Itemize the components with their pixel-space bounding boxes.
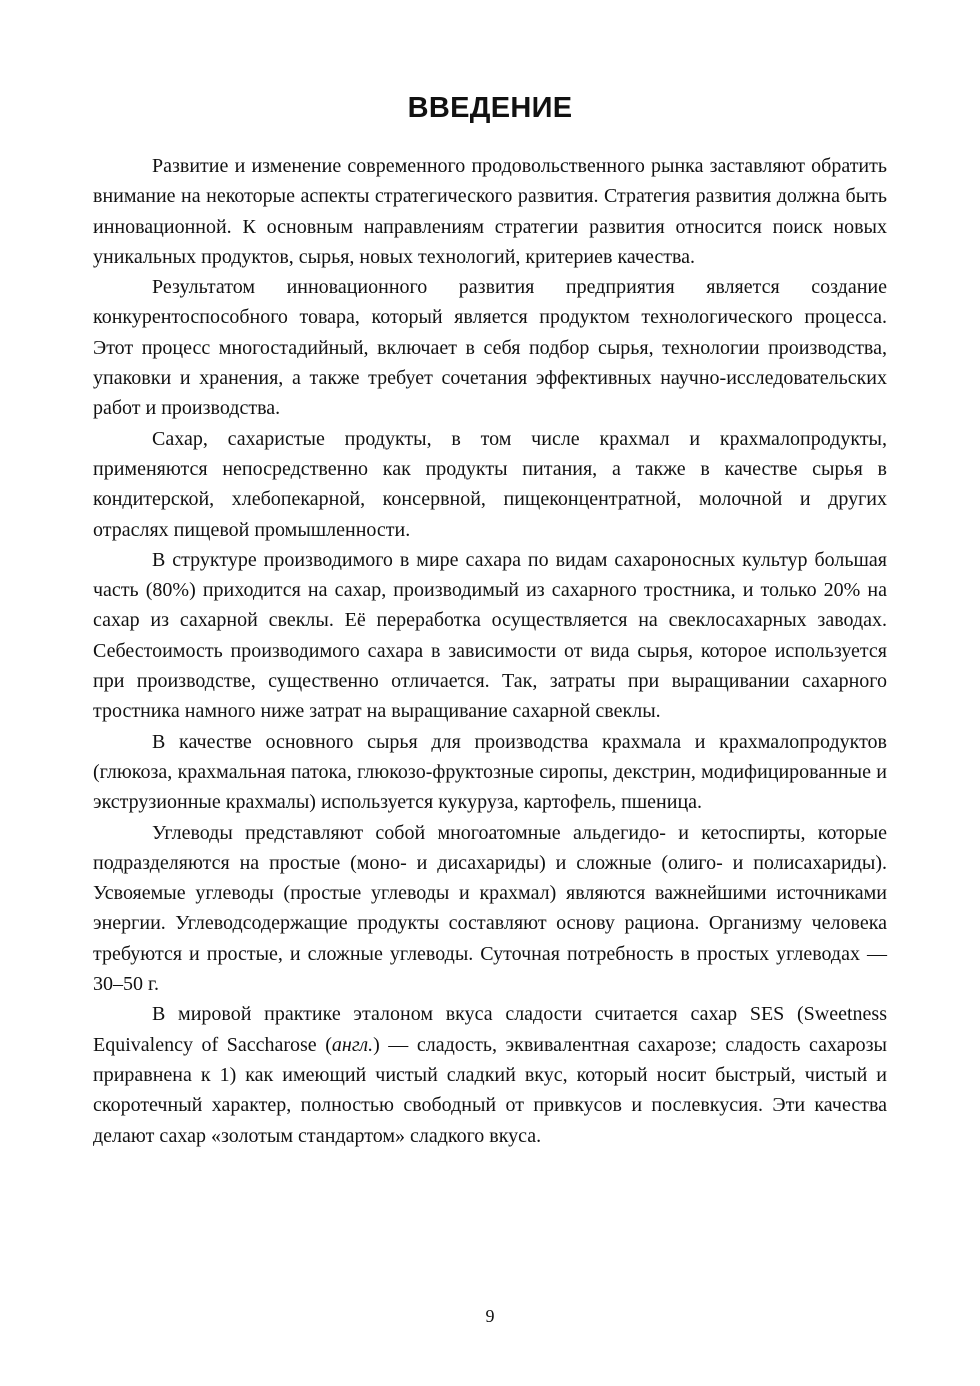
paragraph-market-strategy: Развитие и изменение современного продовольственного рынка заставляют обратить внимание на некоторые аспекты стратегического развития. Стратегия развития должна быть инновационной. К основным направлениям стратегии развития относится поиск новых уникальных продуктов, сырья, новых технологий, критериев качества. xyxy=(93,155,887,268)
paragraph-innovation-result: Результатом инновационного развития предприятия является создание конкурентоспособного товара, который является продуктом технологического процесса. Этот процесс многостадийный, включает в себя подбор сырья, технологии производства, упаковки и хранения, а также требует сочетания эффективных научно-исследовательских работ и производства. xyxy=(93,276,887,420)
paragraph-sugar-structure: В структуре производимого в мире сахара по видам сахароносных культур большая часть (80%) приходится на сахар, производимый из сахарного тростника, и только 20% на сахар из сахарной свеклы. Её переработка осуществляется на свеклосахарных заводах. Себестоимость производимого сахара в зависимости от вида сырья, которое используется при производстве, существенно отличается. Так, затраты при выращивании сахарного тростника намного ниже затрат на выращивание сахарной свеклы. xyxy=(93,548,887,723)
paragraph-text-start: В мировой практике эталоном вкуса сладости считается сахар SES (Sweetness Equivalency of Saccharose ( xyxy=(93,1003,887,1056)
paragraph-text-end: ) — сладость, эквивалентная сахарозе; сладость сахарозы приравнена к 1) как имеющий чистый сладкий вкус, который носит быстрый, чистый и скоротечный характер, полностью свободный от привкусов и послевкусия. Эти качества делают сахар «золотым стандартом» сладкого вкуса. xyxy=(93,1033,887,1147)
abbreviation-engl: англ. xyxy=(331,1033,374,1056)
paragraph-sugar-products: Сахар, сахаристые продукты, в том числе крахмал и крахмалопродукты, применяются непосредственно как продукты питания, а также в качестве сырья в кондитерской, хлебопекарной, консервной, пищеконцентратной, молочной и других отраслях пищевой промышленности. xyxy=(93,427,887,541)
paragraph-sweetness-standard xyxy=(93,999,887,1150)
section-heading: ВВЕДЕНИЕ xyxy=(407,92,573,124)
paragraph-carbohydrates: Углеводы представляют собой многоатомные альдегидо- и кетоспирты, которые подразделяются на простые (моно- и дисахариды) и сложные (олиго- и полисахариды). Усвояемые углеводы (простые углеводы и крахмал) являются важнейшими источниками энергии. Углеводсодержащие продукты составляют основу рациона. Организму человека требуются и простые, и сложные углеводы. Суточная потребность в простых углеводах — 30–50 г. xyxy=(93,821,887,996)
page-number: 9 xyxy=(485,1306,495,1326)
paragraph-starch-raw-materials: В качестве основного сырья для производства крахмала и крахмалопродуктов (глюкоза, крахмальная патока, глюкозо-фруктозные сиропы, декстрин, модифицированные и экструзионные крахмалы) используется кукуруза, картофель, пшеница. xyxy=(93,730,887,814)
page-content xyxy=(93,92,887,1151)
